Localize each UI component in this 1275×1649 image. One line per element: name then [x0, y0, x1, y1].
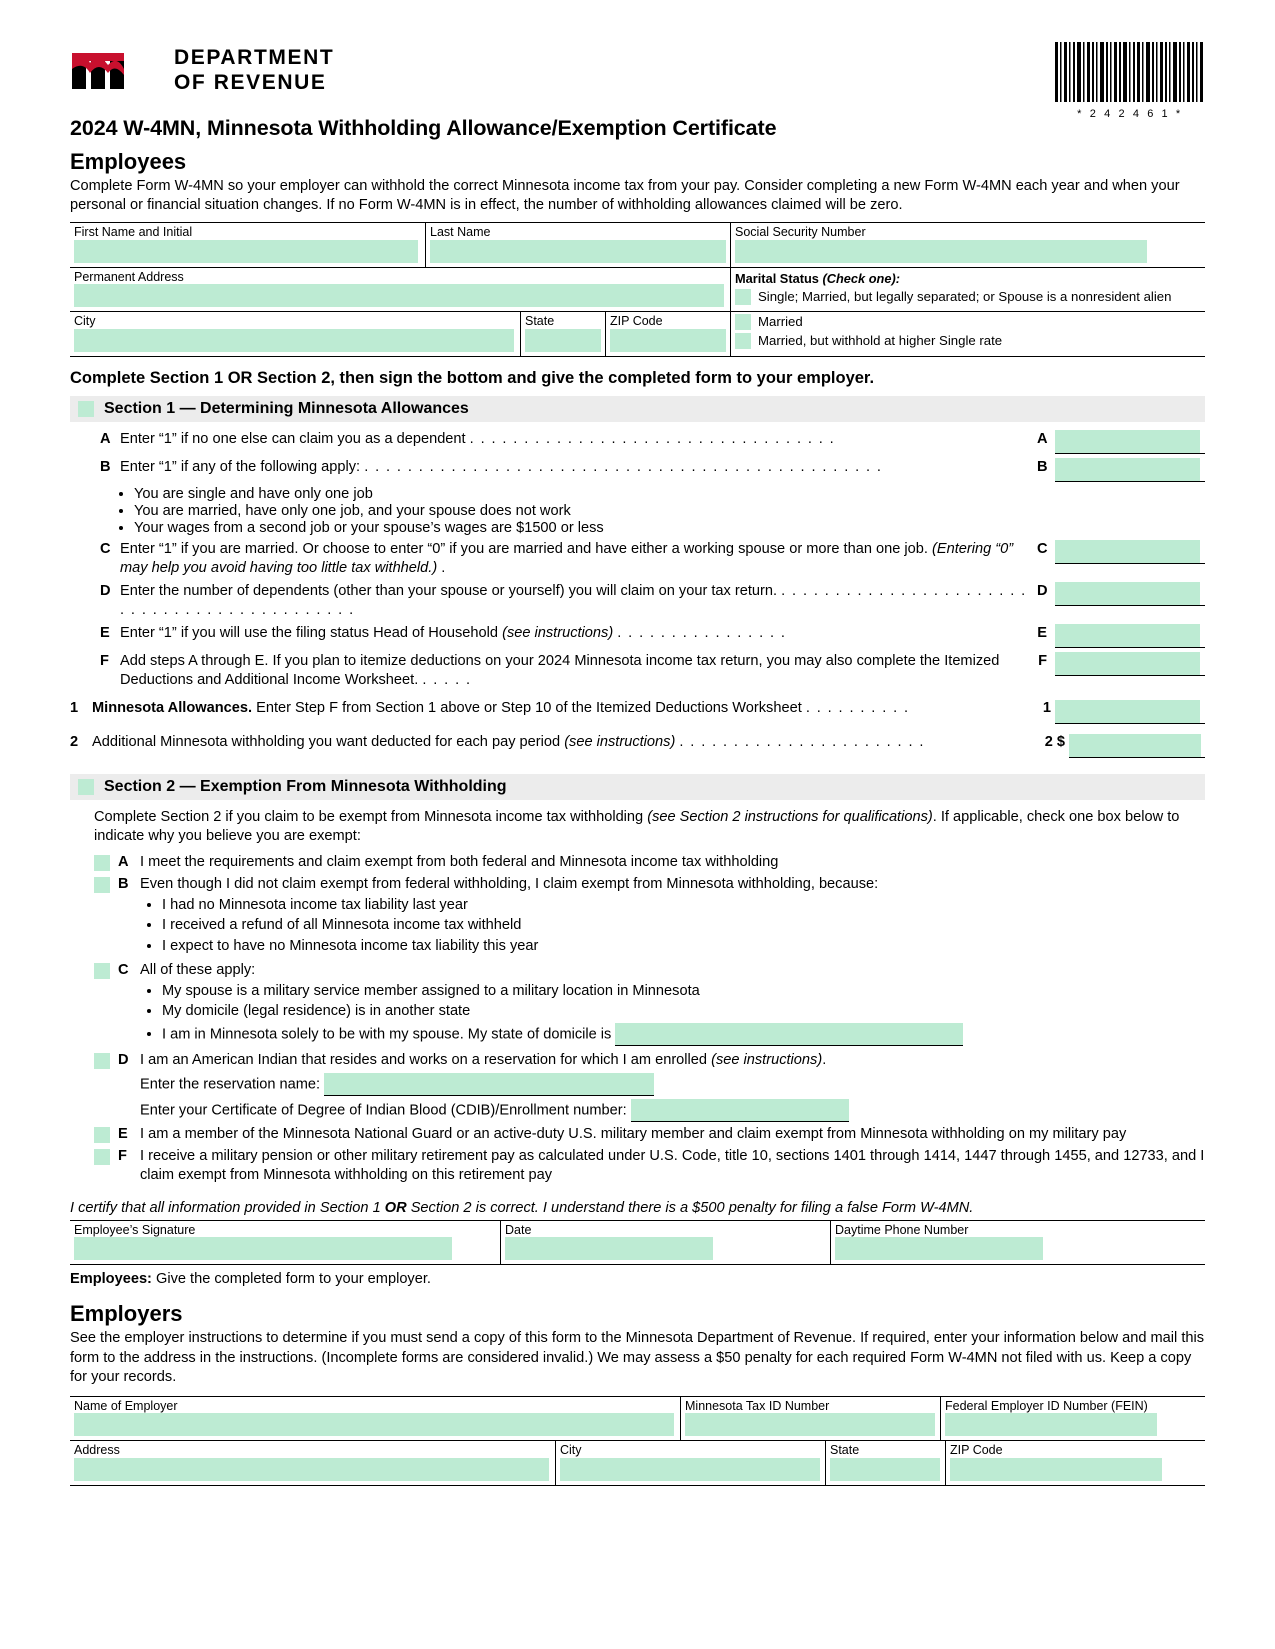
list-item: • I received a refund of all Minnesota income tax withheld — [162, 916, 1205, 935]
marital-status-hint: (Check one): — [822, 270, 900, 286]
line-1-text: Minnesota Allowances. Enter Step F from Section 1 above or Step 10 of the Itemized Deductions Worksheet . . . . . . . . . . — [92, 699, 910, 716]
mn-tax-id-label: Minnesota Tax ID Number — [685, 1398, 830, 1413]
line-e-dots: . . . . . . . . . . . . . . . . — [617, 624, 787, 641]
employer-zip-label: ZIP Code — [950, 1443, 1003, 1458]
certification-or: OR — [384, 1199, 407, 1216]
state-input[interactable] — [525, 329, 601, 352]
phone-label: Daytime Phone Number — [835, 1222, 969, 1237]
line-2-text: Additional Minnesota withholding you want deducted for each pay period (see instructions) . . . . . . . . . . . . . . . . . . . . . . . — [92, 733, 925, 750]
line-e — [100, 624, 1205, 648]
line-c-text: Enter “1” if you are married. Or choose to enter “0” if you are married and have either a working spouse or more than one job. (Entering “0” may help you avoid having too little tax withheld.) . — [120, 541, 1014, 577]
line-d-dots: . . . . . . . . . . . . . . . . . . . . . . . . . . . . . . . . . . . . . . . . . . . . . — [120, 583, 1027, 618]
line-f-field[interactable] — [1055, 652, 1205, 676]
line-a-letter: A — [100, 431, 111, 448]
section2-option-d[interactable] — [70, 1051, 1205, 1122]
employer-address-label: Address — [74, 1443, 120, 1458]
page-title: 2024 W-4MN, Minnesota Withholding Allowance/Exemption Certificate — [70, 116, 777, 140]
section1-lines — [70, 430, 1205, 690]
employees-give-note: Employees: Give the completed form to your employer. — [70, 1271, 431, 1288]
option-e-text: I am a member of the Minnesota National Guard or an active-duty U.S. military member and claim exempt from Minnesota withholding on my military pay — [140, 1125, 1127, 1142]
marital-status-cell — [730, 268, 1205, 312]
option-e-letter: E — [118, 1125, 128, 1142]
line-f — [100, 652, 1205, 690]
line-b-dots: . . . . . . . . . . . . . . . . . . . . . . . . . . . . . . . . . . . . . . . . . . . . . . . . — [364, 459, 883, 476]
line-f-right-letter: F — [1038, 652, 1047, 669]
line-2-field[interactable] — [1069, 734, 1205, 758]
mn-logo-icon — [70, 49, 156, 93]
option-c-letter: C — [118, 961, 129, 978]
checkbox-exempt-c-icon[interactable] — [94, 963, 110, 979]
checkbox-exempt-e-icon[interactable] — [94, 1127, 110, 1143]
employers-heading: Employers — [70, 1301, 183, 1327]
line-1-right-number: 1 — [1042, 699, 1051, 716]
option-f-letter: F — [118, 1148, 127, 1165]
marital-option-higher-single-label: Married, but withhold at higher Single rate — [758, 333, 1003, 349]
line-b-text: Enter “1” if any of the following apply: . . . . . . . . . . . . . . . . . . . . . . . . . . . . . . . . . . . . . . . . . . . . . . . . — [120, 459, 883, 476]
employer-row-2 — [70, 1441, 1205, 1485]
phone-input[interactable] — [835, 1237, 1043, 1260]
marital-option-married-label: Married — [758, 314, 803, 330]
fein-input[interactable] — [945, 1413, 1157, 1436]
fein-cell — [940, 1397, 1205, 1441]
zip-cell — [605, 312, 730, 356]
signature-label: Employee’s Signature — [74, 1222, 196, 1237]
option-d-letter: D — [118, 1051, 129, 1068]
reservation-name-label: Enter the reservation name: — [140, 1076, 321, 1093]
line-e-text: Enter “1” if you will use the filing status Head of Household (see instructions) . . . . . . . . . . . . . . . . — [120, 624, 787, 641]
signature-row — [70, 1221, 1205, 1265]
line-c-letter: C — [100, 541, 111, 558]
marital-option-single[interactable] — [735, 289, 1201, 305]
line-f-dots: . . . . . — [422, 671, 472, 688]
signature-cell — [70, 1221, 500, 1265]
signature-input[interactable] — [74, 1237, 452, 1260]
employer-table — [70, 1396, 1205, 1487]
line-a-field[interactable] — [1055, 430, 1205, 454]
line-a-dots: . . . . . . . . . . . . . . . . . . . . . . . . . . . . . . . . . . — [469, 431, 836, 448]
city-input[interactable] — [74, 329, 514, 352]
line-e-letter: E — [100, 624, 110, 641]
last-name-label: Last Name — [430, 224, 491, 239]
certification-statement: I certify that all information provided in Section 1 OR Section 2 is correct. I understand there is a $500 penalty for filing a false Form W-4MN. — [70, 1199, 974, 1216]
mn-tax-id-cell — [680, 1397, 940, 1441]
section2-option-b[interactable] — [70, 875, 1205, 958]
identity-row-address — [70, 268, 1205, 313]
employer-row-1 — [70, 1397, 1205, 1442]
line-c-right-letter: C — [1037, 541, 1048, 558]
option-d-italic: (see instructions) — [711, 1051, 823, 1068]
last-name-input[interactable] — [430, 240, 726, 263]
section2-option-e[interactable] — [70, 1125, 1205, 1144]
identity-row-name — [70, 223, 1205, 268]
employer-address-input[interactable] — [74, 1458, 549, 1481]
option-a-letter: A — [118, 853, 129, 870]
marital-option-single-label: Single; Married, but legally separated; or Spouse is a nonresident alien — [758, 288, 1172, 304]
marital-status-title: Marital Status (Check one): — [735, 270, 900, 286]
barcode-bars-icon — [1055, 42, 1205, 102]
document-header — [70, 46, 1205, 120]
option-c-text: All of these apply: • My spouse is a military service member assigned to a military location in Minnesota • My domicile (legal residence) is in another state • I am in Minnesota solely to be with my spouse. My state of domicile is — [140, 961, 1205, 1048]
line-b-right-letter: B — [1037, 459, 1048, 476]
option-a-text: I meet the requirements and claim exempt from both federal and Minnesota income tax withholding — [140, 853, 779, 870]
line-a — [100, 430, 1205, 454]
first-name-input[interactable] — [74, 240, 418, 263]
employer-state-cell — [825, 1441, 945, 1485]
date-cell — [500, 1221, 830, 1265]
line-f-letter: F — [100, 652, 109, 669]
city-label: City — [74, 314, 96, 329]
phone-cell — [830, 1221, 1205, 1265]
cdib-input[interactable] — [631, 1099, 849, 1122]
last-name-cell — [425, 223, 730, 267]
marital-option-married[interactable] — [735, 314, 1201, 330]
employer-name-cell — [70, 1397, 680, 1441]
line-b-group — [100, 458, 1205, 536]
checkbox-exempt-a-icon[interactable] — [94, 855, 110, 871]
cdib-row — [140, 1099, 1205, 1122]
employees-heading: Employees — [70, 149, 187, 174]
agency-name-line1: DEPARTMENT — [174, 46, 335, 69]
line-1-dots: . . . . . . . . . . — [805, 699, 910, 716]
employer-state-label: State — [830, 1443, 860, 1458]
cdib-label: Enter your Certificate of Degree of Indian Blood (CDIB)/Enrollment number: — [140, 1102, 627, 1119]
line-a-text: Enter “1” if no one else can claim you as a dependent . . . . . . . . . . . . . . . . . . . . . . . . . . . . . . . . . . — [120, 431, 836, 448]
line-b-field[interactable] — [1055, 458, 1205, 482]
line-c-italic: (Entering “0” may help you avoid having too little tax withheld.) — [120, 541, 1014, 577]
line-1 — [70, 700, 1205, 724]
option-f-text: I receive a military pension or other military retirement pay as calculated under U.S. Code, title 10, sections 1401 through 1414, 1447 through 1455, and 12733, and I claim exempt from Minnesota withholding on this retirement pay — [140, 1148, 1205, 1184]
list-item: • I am in Minnesota solely to be with my spouse. My state of domicile is — [162, 1023, 1205, 1046]
marital-remaining-cell — [730, 312, 1205, 356]
line-2 — [70, 734, 1205, 758]
employer-name-input[interactable] — [74, 1413, 674, 1436]
state-of-domicile-input[interactable] — [615, 1023, 963, 1046]
option-b-letter: B — [118, 875, 129, 892]
employer-name-label: Name of Employer — [74, 1398, 178, 1413]
list-item: • I expect to have no Minnesota income tax liability this year — [162, 937, 1205, 956]
state-cell — [520, 312, 605, 356]
employer-state-input[interactable] — [830, 1458, 940, 1481]
first-name-label: First Name and Initial — [74, 224, 193, 239]
signature-table — [70, 1220, 1205, 1266]
line-c-field[interactable] — [1055, 540, 1205, 564]
line-d-letter: D — [100, 583, 111, 599]
line-b-bullets — [100, 486, 1205, 536]
zip-label: ZIP Code — [610, 314, 663, 329]
section2-option-a[interactable] — [70, 853, 1205, 872]
section2-title: Section 2 — Exemption From Minnesota Withholding — [104, 777, 507, 795]
section2-option-c[interactable] — [70, 961, 1205, 1048]
mn-tax-id-input[interactable] — [685, 1413, 935, 1436]
address-label: Permanent Address — [74, 269, 184, 284]
line-e-italic: (see instructions) — [502, 624, 614, 641]
employees-intro: Complete Form W-4MN so your employer can withhold the correct Minnesota income tax from your pay. Consider completing a new Form W-4MN each year and when your personal or financial situation changes. If no Form W-4MN is in effect, the number of withholding allowances claimed will be zero. — [70, 178, 1180, 214]
employers-paragraph: See the employer instructions to determine if you must send a copy of this form to the Minnesota Department of Revenue. If required, enter your information below and mail this form to the address in the instructions. (Incomplete forms are considered invalid.) We may assess a $50 penalty for each required Form W-4MN not filed with us. Keep a copy for your records. — [70, 1330, 1205, 1386]
checkbox-exempt-b-icon[interactable] — [94, 877, 110, 893]
list-item: • You are married, have only one job, and your spouse does not work — [134, 503, 1205, 519]
option-b-text: Even though I did not claim exempt from federal withholding, I claim exempt from Minnesota withholding, because: • I had no Minnesota income tax liability last year • I received a refund of all Minnesota income tax withheld • I expect to have no Minnesota income tax liability this year — [140, 875, 1205, 958]
list-item: • You are single and have only one job — [134, 486, 1205, 502]
barcode-number: * 2 4 2 4 6 1 * — [1077, 108, 1183, 120]
line-a-right-letter: A — [1037, 431, 1048, 448]
checkbox-married-icon[interactable] — [735, 314, 751, 330]
agency-name — [174, 46, 334, 96]
line-c-dots: . — [441, 560, 447, 577]
ssn-input[interactable] — [735, 240, 1147, 263]
line-1-bold: Minnesota Allowances. — [92, 699, 253, 716]
line-e-right-letter: E — [1037, 624, 1047, 641]
checkbox-single-icon[interactable] — [735, 289, 751, 305]
zip-input[interactable] — [610, 329, 726, 352]
line-d-field[interactable] — [1055, 582, 1205, 606]
complete-instruction: Complete Section 1 OR Section 2, then sign the bottom and give the completed form to your employer. — [70, 369, 875, 388]
line-c — [100, 540, 1205, 578]
employer-city-input[interactable] — [560, 1458, 820, 1481]
section1-marker-icon — [78, 401, 94, 417]
line-b-letter: B — [100, 459, 111, 476]
agency-name-line2: OF REVENUE — [174, 70, 327, 94]
employees-give-bold: Employees: — [70, 1271, 152, 1288]
identity-row-city — [70, 312, 1205, 356]
list-item: • My spouse is a military service member assigned to a military location in Minnesota — [162, 982, 1205, 1001]
list-item: • I had no Minnesota income tax liability last year — [162, 896, 1205, 915]
agency-logo — [70, 46, 334, 96]
employer-zip-input[interactable] — [950, 1458, 1162, 1481]
line-1-field[interactable] — [1055, 700, 1205, 724]
city-cell — [70, 312, 520, 356]
section1-bar — [70, 396, 1205, 422]
line-2-currency-symbol: $ — [1056, 733, 1065, 750]
address-cell — [70, 268, 730, 312]
ssn-cell — [730, 223, 1205, 267]
marital-option-higher-single[interactable] — [735, 333, 1201, 349]
checkbox-exempt-d-icon[interactable] — [94, 1053, 110, 1069]
line-d — [100, 582, 1205, 620]
line-1-number: 1 — [70, 699, 79, 716]
option-c-bullets — [140, 982, 1205, 1046]
section2-intro: Complete Section 2 if you claim to be exempt from Minnesota income tax withholding (see Section 2 instructions for qualifications). If applicable, check one box below to indicate why you believe you are exempt: — [94, 808, 1180, 845]
section2-option-f[interactable] — [70, 1147, 1205, 1186]
state-label: State — [525, 314, 555, 329]
section2-intro-italic: (see Section 2 instructions for qualifications) — [647, 808, 933, 825]
date-label: Date — [505, 1222, 532, 1237]
section1-title: Section 1 — Determining Minnesota Allowances — [104, 400, 469, 418]
employer-zip-cell — [945, 1441, 1205, 1485]
barcode — [1055, 42, 1205, 120]
checkbox-higher-single-icon[interactable] — [735, 333, 751, 349]
date-input[interactable] — [505, 1237, 713, 1260]
option-d-text: I am an American Indian that resides and works on a reservation for which I am enrolled (see instructions). Enter the reservation name: Enter your Certificate of Degree of Indian Blood (CDIB)/Enrollment number: — [140, 1051, 1205, 1122]
line-2-number: 2 — [70, 733, 79, 750]
address-input[interactable] — [74, 284, 724, 307]
fein-label: Federal Employer ID Number (FEIN) — [945, 1398, 1148, 1413]
line-f-text: Add steps A through E. If you plan to itemize deductions on your 2024 Minnesota income tax return, you may also complete the Itemized Deductions and Additional Income Worksheet. . . . . . — [120, 652, 1000, 688]
checkbox-exempt-f-icon[interactable] — [94, 1149, 110, 1165]
employer-city-cell — [555, 1441, 825, 1485]
line-d-text: Enter the number of dependents (other than your spouse or yourself) you will claim on your tax return. . . . . . . . . . . . . . . . . . . . . . . . . . . . . . . . . . . . . . . . . . . . . . — [120, 583, 1027, 618]
line-2-italic: (see instructions) — [564, 733, 676, 750]
list-item: • Your wages from a second job or your spouse’s wages are $1500 or less — [134, 520, 1205, 536]
first-name-cell — [70, 223, 425, 267]
employee-identity-table — [70, 222, 1205, 357]
list-item: • My domicile (legal residence) is in another state — [162, 1002, 1205, 1021]
reservation-name-input[interactable] — [324, 1073, 654, 1096]
line-e-field[interactable] — [1055, 624, 1205, 648]
section2-marker-icon — [78, 779, 94, 795]
employer-address-cell — [70, 1441, 555, 1485]
option-b-bullets — [140, 896, 1205, 956]
line-2-right-number: 2 — [1044, 733, 1053, 750]
line-b — [100, 458, 1205, 482]
line-2-dots: . . . . . . . . . . . . . . . . . . . . . . . — [679, 733, 925, 750]
employer-city-label: City — [560, 1443, 582, 1458]
line-d-right-letter: D — [1037, 583, 1048, 599]
ssn-label: Social Security Number — [735, 224, 866, 239]
reservation-name-row — [140, 1073, 1205, 1096]
section2-bar — [70, 774, 1205, 800]
